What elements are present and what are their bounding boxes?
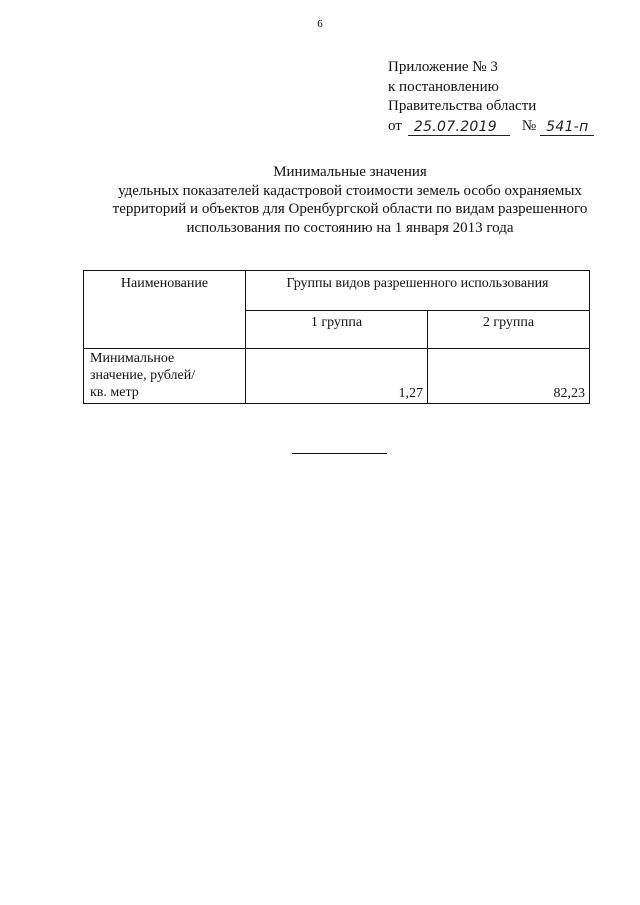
number-prefix: № [521, 117, 537, 134]
row-label-line-2: значение, рублей/ [90, 368, 196, 383]
header-group1: 1 группа [310, 314, 363, 330]
end-divider [292, 453, 387, 454]
appendix-ref: к постановлению [388, 78, 499, 95]
appendix-block [388, 58, 594, 136]
value-group1-cell [246, 349, 428, 404]
table-header-row [84, 271, 590, 311]
value-group2: 82,23 [553, 386, 586, 401]
value-group2-cell [428, 349, 590, 404]
appendix-authority: Правительства области [388, 98, 537, 114]
value-group1: 1,27 [398, 386, 423, 401]
appendix-date-number-line [388, 117, 594, 137]
title-line-2: удельных показателей кадастровой стоимости земель особо охраняемых [118, 182, 582, 199]
appendix-title: Приложение № 3 [388, 59, 498, 75]
date-prefix: от [388, 117, 402, 134]
header-groups: Группы видов разрешенного использования [286, 276, 549, 291]
row-label-line-3: кв. метр [90, 385, 139, 400]
page-number: 6 [317, 18, 323, 30]
header-group2-cell [428, 310, 590, 348]
handwritten-number: 541-п [540, 120, 594, 136]
handwritten-date: 25.07.2019 [408, 120, 510, 136]
header-name-cell [84, 271, 246, 349]
header-name: Наименование [120, 276, 209, 291]
row-label-line-1: Минимальное [90, 351, 175, 366]
title-line-3: территорий и объектов для Оренбургской области по видам разрешенного [112, 201, 588, 217]
title-line-1: Минимальные значения [273, 164, 427, 180]
header-groups-cell [246, 271, 590, 311]
title-line-4: использования по состоянию на 1 января 2013 года [186, 219, 514, 236]
values-table [83, 270, 590, 404]
header-group2: 2 группа [482, 314, 535, 330]
header-group1-cell [246, 310, 428, 348]
document-title [60, 163, 640, 237]
row-label-cell [84, 349, 246, 404]
table-row [84, 349, 590, 404]
